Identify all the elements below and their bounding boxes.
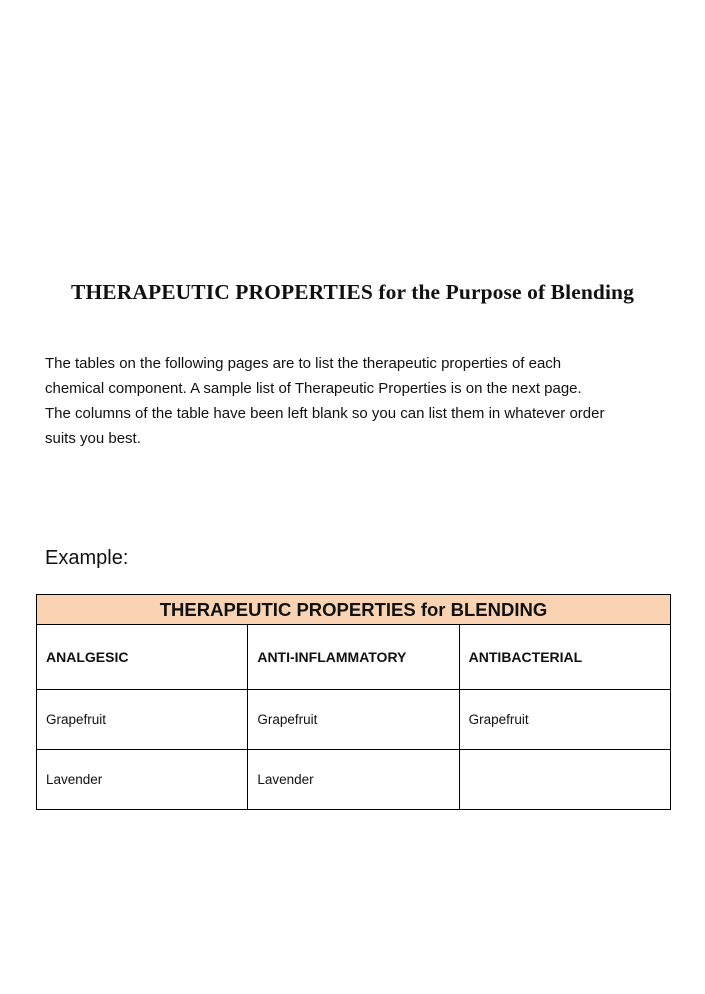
table-cell: Grapefruit <box>459 690 670 750</box>
table-cell: Grapefruit <box>37 690 248 750</box>
table-title-row <box>37 595 671 625</box>
table-title: THERAPEUTIC PROPERTIES for BLENDING <box>37 595 671 625</box>
therapeutic-properties-table <box>36 594 671 810</box>
table-cell: Lavender <box>37 750 248 810</box>
table-cell <box>459 750 670 810</box>
intro-line: chemical component. A sample list of Therapeutic Properties is on the next page. <box>45 380 582 397</box>
intro-paragraph <box>45 351 675 451</box>
table-header-row <box>37 625 671 690</box>
column-header: ANTI-INFLAMMATORY <box>248 625 459 690</box>
table-cell: Lavender <box>248 750 459 810</box>
intro-line: The tables on the following pages are to list the therapeutic properties of each <box>45 355 562 372</box>
intro-line: The columns of the table have been left blank so you can list them in whatever order <box>45 405 605 422</box>
table-row <box>37 690 671 750</box>
column-header: ANALGESIC <box>37 625 248 690</box>
table-cell: Grapefruit <box>248 690 459 750</box>
page-title: THERAPEUTIC PROPERTIES for the Purpose of Blending <box>71 280 634 304</box>
example-heading: Example: <box>45 547 129 569</box>
intro-line: suits you best. <box>45 430 141 447</box>
column-header: ANTIBACTERIAL <box>459 625 670 690</box>
table-row <box>37 750 671 810</box>
